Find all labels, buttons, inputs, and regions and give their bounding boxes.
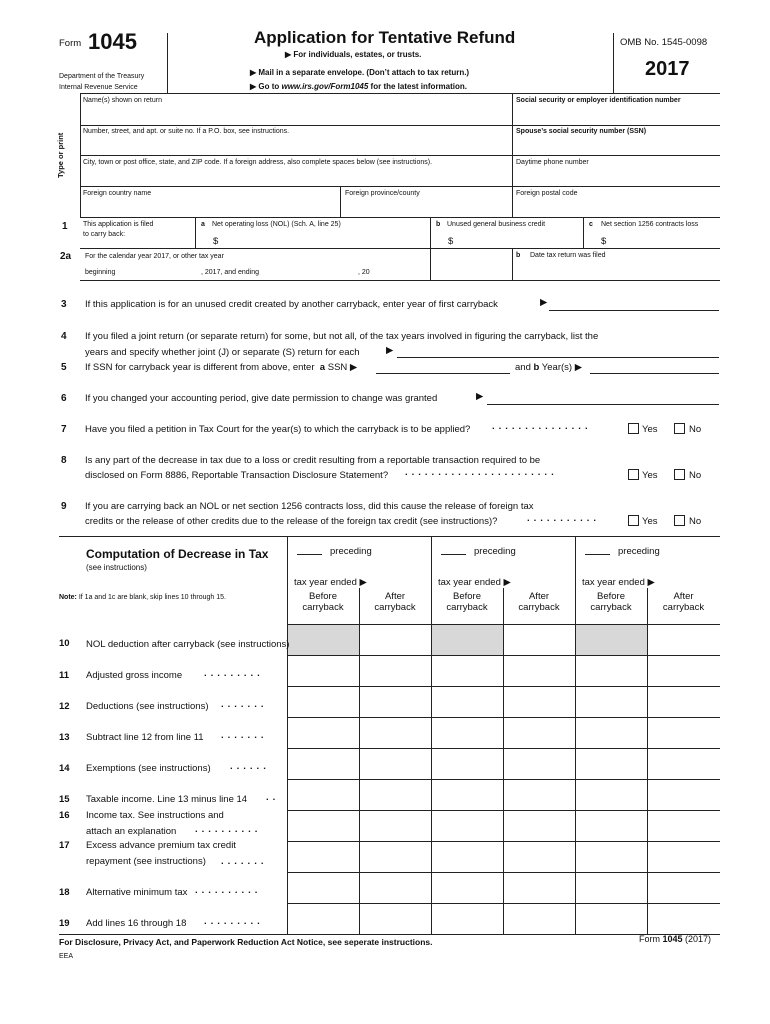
column-divider [503,588,504,934]
line15-leader-dots: .. [266,792,280,803]
line19-number: 19 [59,918,70,929]
line16-number: 16 [59,810,70,821]
carryback-label: carryback [374,602,416,613]
line1-divider [195,217,196,248]
line5-years-input[interactable] [590,373,719,374]
shaded-cell [576,625,647,655]
arrow-icon: ▶ [503,577,511,588]
before-label: Before [597,591,625,602]
line2a-text: For the calendar year 2017, or other tax year [85,253,224,260]
line11-number: 11 [59,670,70,681]
line9-text2: credits or the release of other credits due to the release of the foreign tax credit (see instructions)? [85,516,498,527]
line3-number: 3 [61,299,67,310]
form-number: 1045 [88,29,137,54]
computation-title: Computation of Decrease in Tax [86,547,269,561]
arrow-icon: ▶ [250,68,259,77]
footer-form-ref [639,934,711,944]
shaded-cell [432,625,503,655]
url-suffix: for the latest information. [368,82,467,91]
line8-no-label: No [689,470,702,481]
after-carryback-header [359,591,431,613]
line13-leader-dots: ....... [221,730,268,741]
arrow-icon: ▶ [359,577,367,588]
form-title: Application for Tentative Refund [254,28,516,47]
line1c-text: Net section 1256 contracts loss [601,221,699,228]
line17-text2: repayment (see instructions) [86,856,206,867]
foreign-country-field[interactable]: Foreign country name [83,190,152,197]
line1-bottom [80,248,720,249]
line5-b-letter: b [533,362,540,373]
row-rule [287,779,720,780]
line9-leader-dots: ........... [527,513,601,524]
line1a-input[interactable]: $ [213,236,219,247]
line19-text: Add lines 16 through 18 [86,918,187,929]
line14-text: Exemptions (see instructions) [86,763,211,774]
arrow-icon: ▶ [349,362,358,373]
line9-yes-checkbox[interactable] [628,515,639,526]
line1b-letter: b [436,221,441,228]
tax-year-ended-text: tax year ended [294,577,357,588]
header-divider-right [613,33,614,93]
line9-no-label: No [689,516,702,527]
carryback-label: carryback [446,602,488,613]
line1b-text: Unused general business credit [447,221,546,228]
line4-text1: If you filed a joint return (or separate return) for some, but not all, of the tax years involved in figuring the carryback, list the [85,331,599,342]
after-label: After [673,591,694,602]
line1c-input[interactable]: $ [601,236,607,247]
id-grid-top [80,93,720,94]
preceding-label: preceding [474,546,516,557]
subtitle-individuals [285,50,421,59]
line17-number: 17 [59,840,70,851]
arrow-icon: ▶ [476,391,484,402]
row-rule [287,748,720,749]
line5-years-text: Year(s) [541,362,573,373]
line1-divider [583,217,584,248]
arrow-icon: ▶ [540,297,548,308]
form-ref-number: 1045 [662,934,683,944]
line4-number: 4 [61,331,67,342]
line6-number: 6 [61,393,67,404]
line1-text1: This application is filed [83,221,154,228]
dept-treasury: Department of the Treasury [59,73,145,80]
ssn-field[interactable]: Social security or employer identification number [516,97,681,104]
tax-year-ended-label [294,577,367,588]
dept-irs: Internal Revenue Service [59,84,138,91]
line3-input[interactable] [549,310,719,311]
line17-text: Excess advance premium tax credit [86,840,236,851]
line7-yes-checkbox[interactable] [628,423,639,434]
column-divider [431,537,432,934]
line18-number: 18 [59,887,70,898]
line16-leader-dots: .......... [195,824,262,835]
line5-number: 5 [61,362,67,373]
row-rule [287,903,720,904]
subtitle-mail-text: Mail in a separate envelope. (Don’t attach to tax return.) [258,68,470,77]
line5-ssn-input[interactable] [376,373,510,374]
form-ref-prefix: Form [639,934,663,944]
arrow-icon: ▶ [285,50,294,59]
line6-text: If you changed your accounting period, give date permission to change was granted [85,393,438,404]
line7-leader-dots: ............... [492,421,592,432]
line1c-letter: c [589,221,593,228]
line11-leader-dots: ......... [204,668,264,679]
line8-no-checkbox[interactable] [674,469,685,480]
line4-input[interactable] [397,357,719,358]
arrow-icon: ▶ [386,345,394,356]
preceding-year-input[interactable] [585,554,610,555]
after-carryback-header [647,591,720,613]
arrow-icon: ▶ [574,362,583,373]
line1-divider [430,217,431,280]
id-grid-line [80,125,720,126]
line7-no-checkbox[interactable] [674,423,685,434]
line2b-text[interactable]: Date tax return was filed [530,252,606,259]
line15-number: 15 [59,794,70,805]
line5-ssn-label: SSN [327,362,348,373]
tax-year-ended-text: tax year ended [582,577,645,588]
tax-year-ended-label [582,577,655,588]
row-rule [287,810,720,811]
computation-note [59,594,226,601]
spouse-ssn-field[interactable]: Spouse’s social security number (SSN) [516,128,647,135]
omb-number: OMB No. 1545-0098 [620,37,708,48]
name-field[interactable]: Name(s) shown on return [83,97,162,104]
line5-text-main: If SSN for carryback year is different from above, enter [85,362,315,373]
row-rule [287,841,720,842]
after-label: After [384,591,406,602]
phone-field[interactable]: Daytime phone number [516,159,589,166]
line12-number: 12 [59,701,70,712]
line14-number: 14 [59,763,70,774]
line1a-letter: a [201,221,205,228]
line7-text: Have you filed a petition in Tax Court for the year(s) to which the carryback is to be applied? [85,424,471,435]
foreign-postal-field[interactable]: Foreign postal code [516,190,578,197]
arrow-icon: ▶ [250,82,259,91]
line4-text2: years and specify whether joint (J) or separate (S) return for each [85,347,360,358]
after-label: After [528,591,550,602]
preceding-label: preceding [618,546,660,557]
irs-url-link[interactable]: www.irs.gov/Form1045 [281,82,369,91]
carryback-label: carryback [302,602,344,613]
before-carryback-header [431,591,503,613]
header-divider-left [167,33,168,93]
type-or-print-label: Type or print [56,132,65,178]
preceding-year-input[interactable] [297,554,322,555]
line8-text1: Is any part of the decrease in tax due to a loss or credit resulting from a reportable transaction required to be [85,455,541,466]
line8-text2: disclosed on Form 8886, Reportable Transaction Disclosure Statement? [85,470,389,481]
id-grid-divider [512,93,513,217]
line5-years-label [515,362,582,373]
line12-leader-dots: ....... [221,699,268,710]
id-grid-line [80,186,720,187]
column-divider [359,588,360,934]
line8-leader-dots: ....................... [405,467,558,478]
arrow-icon: ▶ [647,577,655,588]
line9-text1: If you are carrying back an NOL or net section 1256 contracts loss, did this cause the release of foreign tax [85,501,534,512]
line16-text2: attach an explanation [86,826,177,837]
line10-number: 10 [59,638,70,649]
note-text: If 1a and 1c are blank, skip lines 10 through 15. [78,594,226,601]
row-rule [287,686,720,687]
line5-a-letter: a [319,362,326,373]
line13-number: 13 [59,732,70,743]
footer-notice: For Disclosure, Privacy Act, and Paperwork Reduction Act Notice, see seperate instructions. [59,937,433,947]
line2a-end-year[interactable]: , 20 [358,269,370,276]
line2-bottom [80,280,720,281]
line7-no-label: No [689,424,702,435]
preceding-year-input[interactable] [441,554,466,555]
line15-text: Taxable income. Line 13 minus line 14 [86,794,248,805]
line2b-letter: b [516,252,521,259]
address-field[interactable]: Number, street, and apt. or suite no. If a P.O. box, see instructions. [83,128,290,135]
carryback-label: carryback [662,602,705,613]
id-grid-left [80,93,81,217]
line8-yes-label: Yes [642,470,658,481]
line9-no-checkbox[interactable] [674,515,685,526]
line16-text: Income tax. See instructions and [86,810,224,821]
tax-year-ended-text: tax year ended [438,577,501,588]
line14-leader-dots: ...... [230,761,270,772]
carryback-label: carryback [590,602,632,613]
id-grid-divider [340,186,341,217]
line18-leader-dots: .......... [195,885,262,896]
row-rule [287,655,720,656]
line3-text: If this application is for an unused credit created by another carryback, enter year of first carryback [85,299,498,310]
form-label: Form [59,38,82,49]
row-rule [287,717,720,718]
line1-number: 1 [62,221,68,232]
city-field[interactable]: City, town or post office, state, and ZIP code. If a foreign address, also complete spaces below (see instructions). [83,159,433,166]
line5-and: and [515,362,531,373]
id-grid-line [80,217,720,218]
preceding-label: preceding [330,546,372,557]
subtitle-mail [250,68,469,77]
line2a-number: 2a [60,251,72,262]
before-carryback-header [287,591,359,613]
computation-see-instructions: (see instructions) [86,563,147,572]
column-divider [287,537,288,934]
tax-year-ended-label [438,577,511,588]
line2-divider [512,248,513,280]
line9-number: 9 [61,501,67,512]
line5-text [85,362,357,373]
row-rule [287,872,720,873]
column-divider [575,537,576,934]
line11-text: Adjusted gross income [86,670,183,681]
line2a-ending[interactable]: , 2017, and ending [201,269,259,276]
line9-yes-label: Yes [642,516,658,527]
line13-text: Subtract line 12 from line 11 [86,732,204,743]
line17-leader-dots: ....... [221,856,268,867]
id-grid-line [80,155,720,156]
line1b-input[interactable]: $ [448,236,454,247]
line7-number: 7 [61,424,67,435]
tax-year: 2017 [645,58,690,80]
foreign-province-field[interactable]: Foreign province/county [345,190,420,197]
subtitle-individuals-text: For individuals, estates, or trusts. [293,50,422,59]
line8-number: 8 [61,455,67,466]
line1a-text: Net operating loss (NOL) (Sch. A, line 25) [212,221,341,228]
carryback-label: carryback [518,602,560,613]
footer-eea: EEA [59,953,74,960]
after-carryback-header [503,591,575,613]
form-ref-year: (2017) [682,934,712,944]
line2a-beginning[interactable]: beginning [85,269,116,276]
note-label: Note: [59,594,77,601]
line12-text: Deductions (see instructions) [86,701,209,712]
url-prefix: Go to [258,82,282,91]
column-divider [647,588,648,934]
line18-text: Alternative minimum tax [86,887,188,898]
line6-input[interactable] [487,404,719,405]
line19-leader-dots: ......... [204,916,264,927]
before-carryback-header [575,591,647,613]
table-bottom-rule [59,934,720,935]
line10-text: NOL deduction after carryback (see instructions) [86,639,290,650]
line8-yes-checkbox[interactable] [628,469,639,480]
line1-text2: to carry back: [83,231,126,238]
shaded-cell [288,625,359,655]
line7-yes-label: Yes [642,424,658,435]
before-label: Before [453,591,481,602]
subtitle-url [250,82,467,91]
before-label: Before [309,591,337,602]
